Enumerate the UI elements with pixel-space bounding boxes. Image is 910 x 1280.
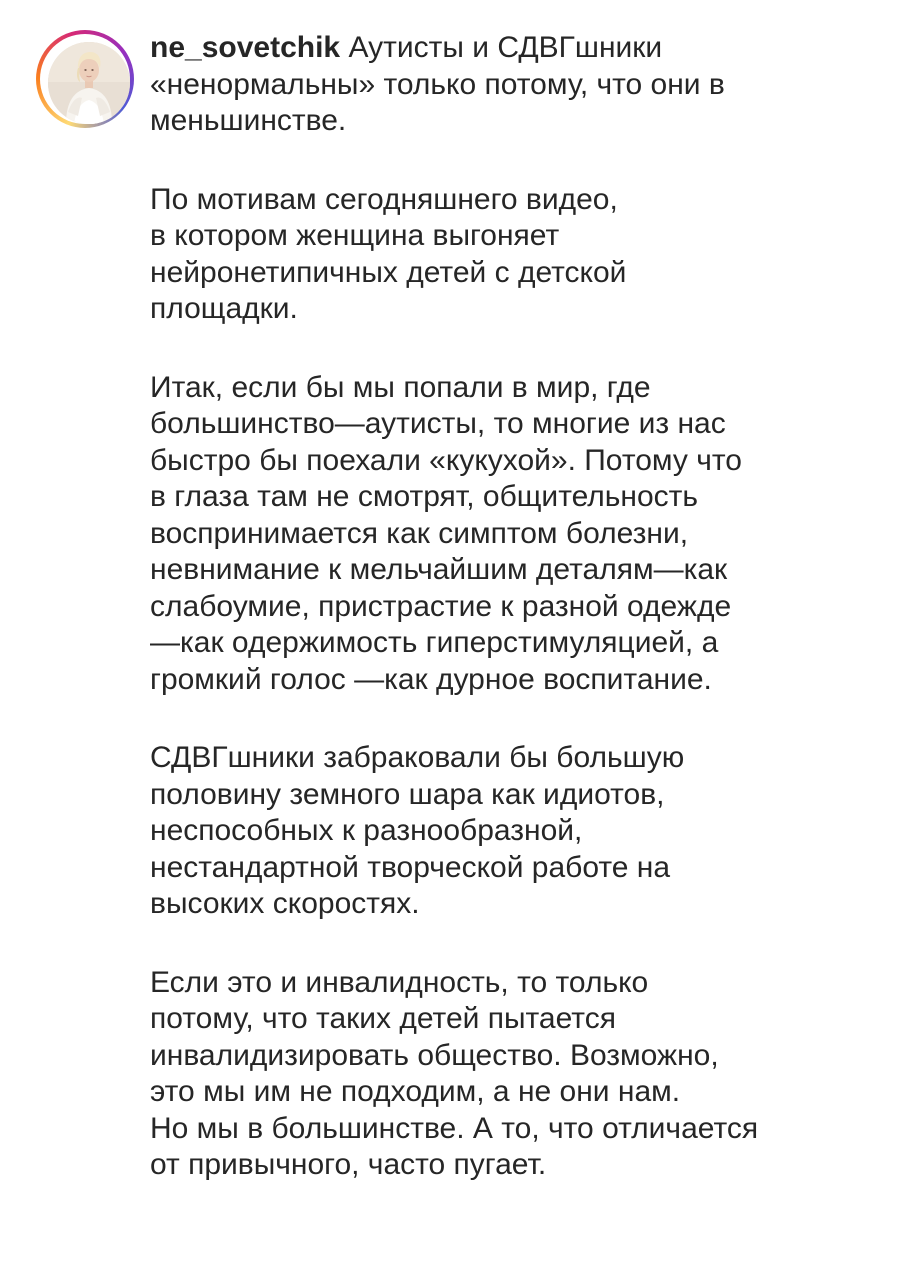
caption-line: «ненормальны» только потому, что они в <box>150 67 725 101</box>
post-caption <box>150 30 870 1226</box>
caption-line: большинство—аутисты, то многие из нас <box>150 407 726 440</box>
caption-text: Аутисты и СДВГшники <box>348 31 663 64</box>
caption-line: По мотивам сегодняшнего видео, <box>150 182 618 216</box>
caption-line <box>150 30 870 67</box>
caption-paragraph <box>150 182 870 328</box>
caption-line: громкий голос —как дурное воспитание. <box>150 662 712 696</box>
caption-line: в глаза там не смотрят, общительность <box>150 480 699 513</box>
caption-line: —как одержимость гиперстимуляцией, а <box>150 626 719 659</box>
caption-line: в котором женщина выгоняет <box>150 219 560 252</box>
caption-line: высоких скоростях. <box>150 887 420 920</box>
caption-line: меньшинстве. <box>150 104 347 137</box>
caption-line: неспособных к разнообразной, <box>150 814 583 847</box>
caption-line: половину земного шара как идиотов, <box>150 777 665 811</box>
caption-line: Но мы в большинстве. А то, что отличается <box>150 1111 759 1145</box>
caption-line: потому, что таких детей пытается <box>150 1002 616 1035</box>
avatar-ring-gap <box>40 34 130 124</box>
caption-paragraph <box>150 740 870 923</box>
caption-line: слабоумие, пристрастие к разной одежде <box>150 589 732 623</box>
avatar-image <box>48 42 130 124</box>
caption-paragraph <box>150 30 870 140</box>
caption-line: инвалидизировать общество. Возможно, <box>150 1038 719 1072</box>
caption-line: нестандартной творческой работе на <box>150 850 671 884</box>
caption-paragraph <box>150 965 870 1184</box>
caption-line: СДВГшники забраковали бы большую <box>150 741 685 774</box>
caption-line: невнимание к мельчайшим деталям—как <box>150 553 728 586</box>
caption-line: это мы им не подходим, а не они нам. <box>150 1075 681 1108</box>
caption-line: Итак, если бы мы попали в мир, где <box>150 370 651 404</box>
caption-line: от привычного, часто пугает. <box>150 1148 547 1181</box>
caption-line: Если это и инвалидность, то только <box>150 965 649 999</box>
caption-line: воспринимается как симптом болезни, <box>150 516 689 550</box>
story-ring[interactable] <box>36 30 134 128</box>
caption-line: нейронетипичных детей с детской <box>150 255 627 289</box>
user-avatar-photo[interactable] <box>48 42 130 124</box>
caption-paragraph <box>150 370 870 699</box>
username-link[interactable]: ne_sovetchik <box>150 31 341 64</box>
caption-line: площадки. <box>150 292 298 325</box>
caption-line: быстро бы поехали «кукухой». Потому что <box>150 443 742 477</box>
